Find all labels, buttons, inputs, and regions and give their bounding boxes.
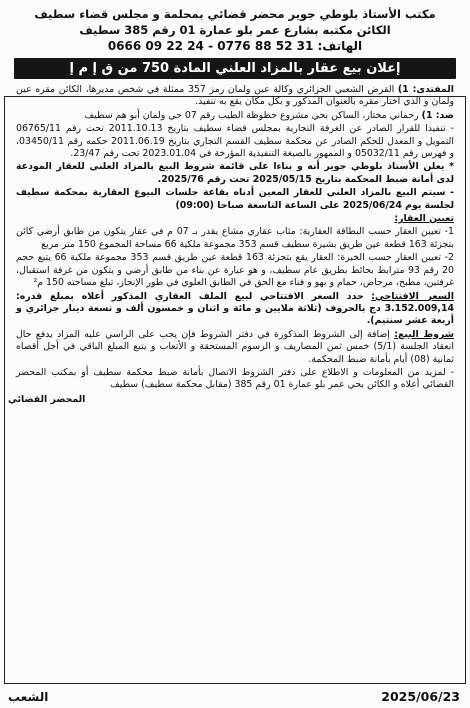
office-name: مكتب الأستاذ بلوطي جوير محضر قضائي بمحلمة و مجلس قضاء سطيف [34, 7, 436, 21]
conditions-text: إضافة إلى الشروط المذكورة في دفتر الشروط فإن يجب على الراسي عليه المزاد يدفع حال انعقاد الجلسة (5/1) خمس ثمن المصاريف و الرسوم المستحقة و الأتعاب و يتبع المبلغ الباقي في أجل أقصاه ثمانية (08) أيام بأمانة ضبط المحكمة. [16, 328, 454, 365]
property-section-title: تعيين العقار: [394, 213, 454, 225]
notice-header [8, 6, 462, 54]
price-title: السعر الافتتاحي: [371, 290, 454, 302]
newspaper-name: الشعب [8, 689, 49, 704]
notice-title-banner: إعلان بيع عقار بالمزاد العلني المادة 750 من ق إ م إ [14, 58, 456, 79]
creditor-text: القرض الشعبي الجزائري وكالة عين ولمان رمز 357 ممثلة في شخص مديرها، الكائن مقره عين ولمان و الذي اختار مقره بالعنوان المذكور و بكل مكان يقع به تنفيذ. [16, 84, 454, 108]
price-text: حدد السعر الافتتاحي لبيع الملف العقاري المذكور أعلاه بمبلغ قدره: 3.152.009,14 دج بالحروف (ثلاثة ملايين و مائة و اثنان و خمسون ألف و تسعة دينار جزائري و أربعة عشر سنتيم). [16, 290, 454, 327]
property-expert-text: 2- تعيين العقار حسب الخبرة: العقار يقع بتجزئة 163 قطعة عين طريق قسم 353 مجموعة ملكية 66 يتبع حجم 20 رقم 93 مترابط بحائط بطريق عام سطيف، و هو عبارة عن بناء من طابق أرضي و يتكون من غرفة استقبال، غرفتين، مطبخ، مرحاض، حمام و بهو و فناء مع الحق في الطابق العلوي في طور الإنجاز، تبلغ مساحته 150 م² [16, 252, 454, 289]
contact-paragraph: - لمزيد من المعلومات و الاطلاع على دفتر الشروط الاتصال بأمانة ضبط محكمة سطيف أو بمكتب المحضر القضائي أعلاه و الكائن بحي عمر بلو عمارة 01 رقم 385 (مقابل محكمة سطيف) سطيف [16, 366, 454, 391]
conditions-paragraph [16, 329, 454, 366]
office-phone: الهاتف: 31 52 88 0776 - 24 22 09 0666 [107, 39, 363, 53]
creditor-paragraph [16, 84, 454, 109]
debtor-paragraph [16, 110, 454, 122]
office-address: الكائن مكتبه بشارع عمر بلو عمارة 01 رقم 385 سطيف [79, 23, 391, 37]
session-paragraph: - سيتم البيع بالمزاد العلني للعقار المعين أدناه بقاعة جلسات البيوع العقارية بمحكمة سطيف لجلسة يوم 2025/06/24 على الساعة التاسعة صباحا (09:00) [16, 187, 454, 211]
creditor-label: المفتدى: 1) [397, 84, 454, 95]
publication-date: 2025/06/23 [381, 689, 460, 704]
page-footer [8, 689, 460, 704]
debtor-text: رحماني مختار، الساكن بحي مشروع حظوظة الطيب رقم 07 حي ولمان أبو هم سطيف [84, 109, 419, 121]
bailiff-signature: المحضر القضائي [8, 393, 86, 405]
property-card-text: 1- تعيين العقار حسب البطاقة العقارية: مثاب عقاري مشاع يقدر بـ 07 م في عقار يتكون من طابق أرضي كائن بتجزئة 163 قطعة عين طريق بشيرة سطيف قسم 353 مجموعة ملكية 66 مساحة المجموع 150 متر مربع [16, 226, 454, 250]
price-paragraph [16, 291, 454, 328]
announcement-paragraph: * يعلن الأستاذ بلوطي جوير أنه و بناءا على قائمة شروط البيع بالمزاد العلني للعقار المودعة لدى أمانة ضبط المحكمة بتاريخ 2025/05/15 تحت رقم 2025/76. [16, 161, 454, 185]
conditions-title: شروط البيع: [394, 328, 454, 340]
debtor-label: ضد: 1) [421, 109, 454, 121]
notice-body [8, 82, 462, 392]
decision-paragraph: - تنفيذا للقرار الصادر عن الغرفة التجارية بمجلس قضاء سطيف بتاريخ 2011.10.13 تحت رقم 06765/11 التمويل و المعدل للحكم الصادر عن محكمة سطيف القسم التجاري بتاريخ 2011.06.19 حكمه رقم 03450/11، و فهرس رقم 05032/11 و الممهور بالصيغة التنفيذية المؤرخة في 2023.01.04 تحت رقم 23/47. [16, 123, 454, 160]
